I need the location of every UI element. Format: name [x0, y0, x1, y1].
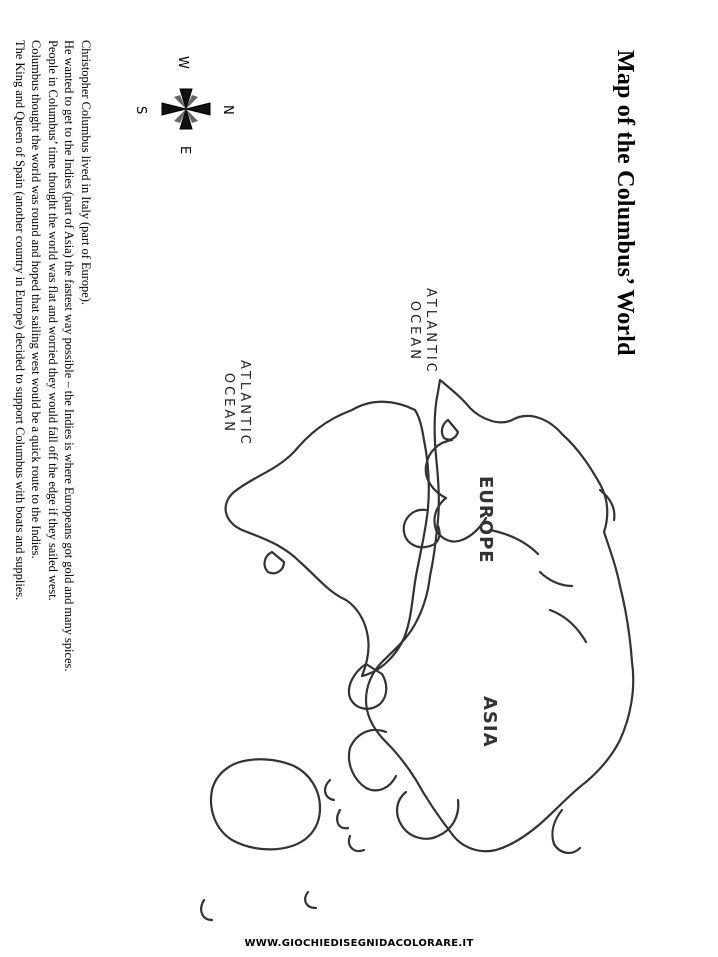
japan-outline [552, 810, 580, 853]
compass-n-label: N [220, 105, 235, 115]
asia-label: ASIA [479, 696, 500, 748]
website-footer: WWW.GIOCHIEDISEGNIDACOLORARE.IT [244, 938, 474, 949]
africa-outline [226, 402, 429, 676]
body-text [11, 40, 94, 671]
compass-w-label: W [175, 56, 190, 69]
madagascar-outline [265, 552, 284, 573]
australia-outline [211, 759, 320, 849]
compass-e-label: E [177, 146, 192, 155]
ocean-label-line: ATLANTIC [423, 288, 438, 375]
eurasia-outline [366, 380, 633, 851]
body-line: Christopher Columbus lived in Italy (part of Europe). [79, 40, 93, 305]
india-outline [349, 730, 396, 790]
world-map [190, 380, 650, 940]
body-line: He wanted to get to the Indies (part of Asia) the fastest way possible – the Indies is where Europeans got gold and many spices. [62, 40, 77, 672]
compass-rose-icon [133, 45, 250, 165]
ocean-label-line: OCEAN [407, 300, 422, 362]
compass-s-label: S [133, 106, 148, 115]
compass-arrow-east [180, 109, 192, 129]
body-line: The King and Queen of Spain (another country in Europe) decided to support Columbus with boats and supplies. [12, 40, 27, 601]
atlantic-ocean-label-2 [220, 360, 252, 447]
page-title: Map of the Columbus’ World [612, 50, 638, 356]
ocean-label-line: OCEAN [221, 372, 236, 434]
body-line: People in Columbus’ time thought the world was flat and worried they would fall off the edge if they sailed west. [45, 40, 60, 601]
europe-label: EUROPE [475, 476, 496, 564]
indonesia-islands [201, 780, 364, 920]
body-line: Columbus thought the world was round and hoped that sailing west would be a quick route to the Indies. [29, 40, 44, 559]
compass-arrow-west [180, 89, 192, 109]
british-isles [442, 420, 458, 440]
ocean-label-line: ATLANTIC [237, 360, 252, 447]
atlantic-ocean-label [406, 288, 438, 375]
arctic-coast [490, 530, 586, 642]
